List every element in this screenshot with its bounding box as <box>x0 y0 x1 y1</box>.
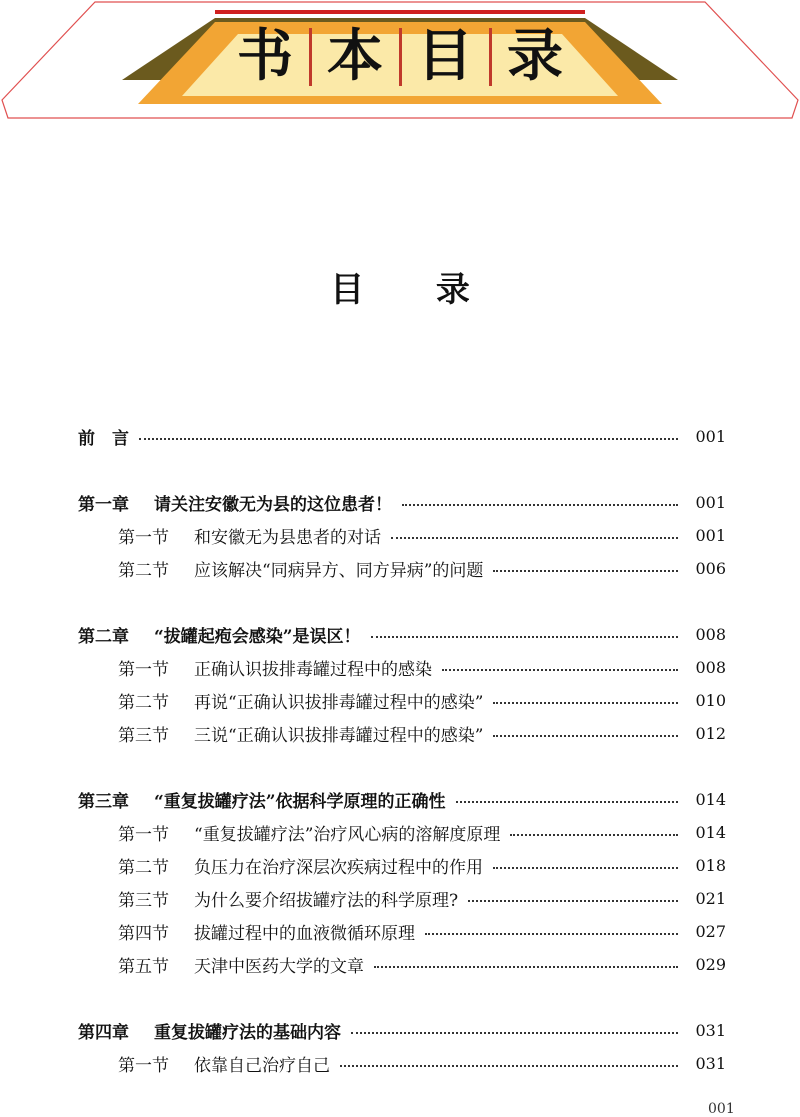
footer-page-number: 001 <box>708 1101 735 1117</box>
toc-section-title: 再说“正确认识拔排毒罐过程中的感染” <box>194 692 484 713</box>
toc-page-number: 006 <box>695 558 726 578</box>
page-title <box>0 262 800 311</box>
toc-leader-dots <box>425 933 678 935</box>
toc-entry-label <box>118 523 381 548</box>
toc-page-number: 031 <box>695 1020 726 1040</box>
toc-page-number: 008 <box>695 657 726 677</box>
toc-leader-dots <box>468 900 678 902</box>
banner-char: 录 <box>507 24 563 89</box>
toc-chapter-title: “重复拔罐疗法”依据科学原理的正确性 <box>154 791 446 812</box>
toc-section-title: 应该解决“同病异方、同方异病”的问题 <box>194 560 484 581</box>
banner-char: 书 <box>237 24 293 89</box>
toc-entry-label <box>118 688 483 713</box>
toc-chapter-row[interactable] <box>78 620 726 648</box>
toc-page-number: 014 <box>695 822 726 842</box>
toc-page-number: 018 <box>695 855 726 875</box>
toc-chapter-number: 第四章 <box>78 1022 129 1043</box>
banner-divider <box>309 28 312 86</box>
banner-title <box>230 22 570 92</box>
toc-page-number: 029 <box>695 954 726 974</box>
toc-entry-label <box>118 853 483 878</box>
toc-section-row[interactable] <box>118 917 726 945</box>
toc-section-title: 正确认识拔排毒罐过程中的感染 <box>194 659 432 680</box>
toc-section-title: 依靠自己治疗自己 <box>194 1055 330 1076</box>
toc-leader-dots <box>456 801 678 803</box>
toc-leader-dots <box>510 834 678 836</box>
toc-section-title: 拔罐过程中的血液微循环原理 <box>194 923 415 944</box>
toc-chapter-number: 第三章 <box>78 791 129 812</box>
page-title-text: 目 录 <box>330 270 500 310</box>
toc-page-number: 014 <box>695 789 726 809</box>
toc-entry-label <box>118 1051 330 1076</box>
toc-section-title: 三说“正确认识拔排毒罐过程中的感染” <box>194 725 484 746</box>
toc-entry-label <box>118 820 500 845</box>
toc-section-number: 第五节 <box>118 956 169 977</box>
toc-chapter-number: 第一章 <box>78 494 129 515</box>
toc-chapter-number: 前 言 <box>78 428 129 449</box>
toc-leader-dots <box>493 570 678 572</box>
toc-entry-label <box>118 919 415 944</box>
toc-section-title: 负压力在治疗深层次疾病过程中的作用 <box>194 857 483 878</box>
toc-chapter-row[interactable] <box>78 1016 726 1044</box>
toc-page-number: 021 <box>695 888 726 908</box>
toc-section-number: 第一节 <box>118 527 169 548</box>
toc-entry-label <box>78 622 361 647</box>
toc-page-number: 001 <box>695 492 726 512</box>
toc-entry-label <box>118 886 458 911</box>
toc-chapter-row[interactable] <box>78 422 726 450</box>
toc-section-row[interactable] <box>118 851 726 879</box>
toc-chapter-row[interactable] <box>78 488 726 516</box>
toc-section-number: 第一节 <box>118 1055 169 1076</box>
toc-section-number: 第二节 <box>118 560 169 581</box>
toc-entry-label <box>78 787 446 812</box>
toc-section-number: 第三节 <box>118 725 169 746</box>
toc-leader-dots <box>139 438 678 440</box>
toc-section-title: 和安徽无为县患者的对话 <box>194 527 381 548</box>
banner-divider <box>489 28 492 86</box>
toc-entry-label <box>118 655 432 680</box>
toc-chapter-row[interactable] <box>78 785 726 813</box>
toc-entry-label <box>78 424 129 449</box>
toc-leader-dots <box>402 504 678 506</box>
toc-leader-dots <box>442 669 678 671</box>
toc-page-number: 001 <box>695 525 726 545</box>
toc-entry-label <box>118 556 483 581</box>
toc-leader-dots <box>351 1032 678 1034</box>
toc-section-row[interactable] <box>118 554 726 582</box>
toc-chapter-title: 重复拔罐疗法的基础内容 <box>154 1022 341 1043</box>
banner-char: 目 <box>417 24 473 89</box>
toc-page-number: 010 <box>695 690 726 710</box>
toc-section-row[interactable] <box>118 686 726 714</box>
toc-section-row[interactable] <box>118 1049 726 1077</box>
toc-section-number: 第四节 <box>118 923 169 944</box>
toc-page-number: 031 <box>695 1053 726 1073</box>
toc-section-title: “重复拔罐疗法”治疗风心病的溶解度原理 <box>194 824 501 845</box>
toc-leader-dots <box>374 966 678 968</box>
toc-section-row[interactable] <box>118 950 726 978</box>
toc-section-row[interactable] <box>118 818 726 846</box>
toc-page-number: 008 <box>695 624 726 644</box>
toc-page-number: 001 <box>695 426 726 446</box>
toc-section-number: 第二节 <box>118 692 169 713</box>
toc-chapter-title: 请关注安徽无为县的这位患者！ <box>154 494 392 515</box>
toc-entry-label <box>78 490 392 515</box>
toc-section-title: 天津中医药大学的文章 <box>194 956 364 977</box>
toc-section-row[interactable] <box>118 719 726 747</box>
toc-section-row[interactable] <box>118 653 726 681</box>
toc-section-number: 第二节 <box>118 857 169 878</box>
toc-section-number: 第一节 <box>118 824 169 845</box>
banner-char: 本 <box>327 24 383 89</box>
toc-entry-label <box>118 952 364 977</box>
toc-chapter-title: “拔罐起疱会感染”是误区！ <box>154 626 361 647</box>
toc-section-row[interactable] <box>118 521 726 549</box>
toc-leader-dots <box>493 702 678 704</box>
toc-leader-dots <box>493 867 678 869</box>
toc-entry-label <box>118 721 483 746</box>
toc-page-number: 012 <box>695 723 726 743</box>
toc-leader-dots <box>371 636 678 638</box>
banner-divider <box>399 28 402 86</box>
toc-leader-dots <box>493 735 678 737</box>
toc-entry-label <box>78 1018 341 1043</box>
header-banner <box>0 0 800 125</box>
toc-page-number: 027 <box>695 921 726 941</box>
toc-leader-dots <box>391 537 678 539</box>
toc-section-number: 第三节 <box>118 890 169 911</box>
toc-leader-dots <box>340 1065 678 1067</box>
toc-chapter-number: 第二章 <box>78 626 129 647</box>
toc-section-title: 为什么要介绍拔罐疗法的科学原理? <box>194 890 459 911</box>
toc-section-row[interactable] <box>118 884 726 912</box>
toc-section-number: 第一节 <box>118 659 169 680</box>
